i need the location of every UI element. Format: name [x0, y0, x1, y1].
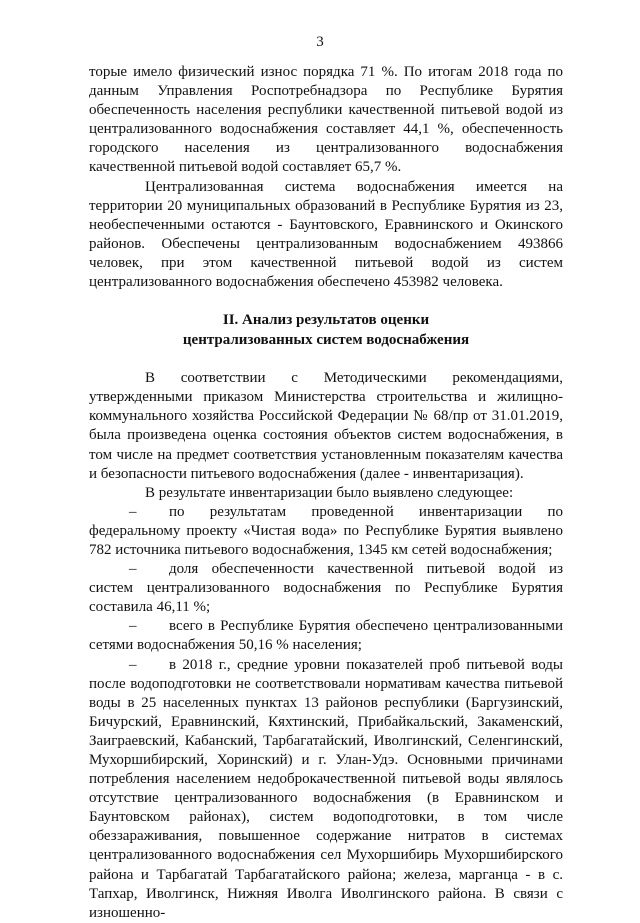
dash-marker: – [129, 561, 137, 578]
document-body [89, 63, 563, 923]
list-item-text: всего в Республике Бурятия обеспечено централизованными сетями водоснабжения 50,16 % населения; [89, 618, 563, 654]
paragraph-water-supply-coverage: Централизованная система водоснабжения имеется на территории 20 муниципальных образований в Республике Бурятия из 23, необеспеченными остаются - Баунтовского, Еравнинского и Окинского районов. Обеспечены централизованным водоснабжением 493866 человек, при этом качественной питьевой водой из систем централизованного водоснабжения обеспечено 453982 человека. [89, 178, 563, 291]
list-item-text: по результатам проведенной инвентаризации по федеральному проекту «Чистая вода» по Республике Бурятия выявлено 782 источника питьевого водоснабжения, 1345 км сетей водоснабжения; [89, 503, 563, 558]
dash-marker: – [129, 503, 137, 520]
section-heading-line-1: II. Анализ результатов оценки [222, 312, 430, 329]
paragraph-intro-continuation: торые имело физический износ порядка 71 %. По итогам 2018 года по данным Управления Роспотребнадзора по Республике Бурятия обеспеченность населения республики качественной питьевой водой из централизованного водоснабжения составляет 44,1 %, обеспеченность городского населения из централизованного водоснабжения качественной питьевой водой составляет 65,7 %. [89, 64, 563, 176]
spacer [89, 350, 563, 369]
list-item [89, 617, 563, 655]
paragraph-methodology: В соответствии с Методическими рекомендациями, утвержденными приказом Министерства строительства и жилищно-коммунального хозяйства Российской Федерации № 68/пр от 31.01.2019, была произведена оценка состояния объектов систем водоснабжения, в том числе на предмет соответствия установленным показателям качества и безопасности питьевого водоснабжения (далее - инвентаризация). [89, 370, 563, 482]
paragraph-inventory-intro: В результате инвентаризации было выявлено следующее: [145, 484, 514, 501]
list-item-text: в 2018 г., средние уровни показателей проб питьевой воды после водоподготовки не соответствовали нормативам качества питьевой воды в 25 населенных пунктах 13 районов республики (Баргузинский, Бичурский, Еравнинский, Кяхтинский, Прибайкальский, Закаменский, Заиграевский, Кабанский, Тарбагатайский, Иволгинский, Селенгинский, Мухоршибирский, Хоринский) и г. Улан-Удэ. Основными причинами потребления населением недоброкачественной питьевой воды являлось отсутствие централизованного водоснабжения (в Еравнинском и Баунтовском районах), систем водоподготовки, в том числе обеззараживания, повышенное содержание нитратов в системах централизованного водоснабжения сел Мухоршибирь Мухоршибирского района и Тарбагатай Тарбагатайского района; железа, марганца - в с. Тапхар, Иволгинск, Нижняя Иволга Иволгинского района. В связи с изношенно- [89, 656, 563, 921]
list-item [89, 503, 563, 560]
list-item [89, 560, 563, 617]
dash-marker: – [129, 656, 137, 673]
spacer [89, 292, 563, 311]
section-heading-line-2: централизованных систем водоснабжения [182, 331, 470, 348]
list-item-text: доля обеспеченности качественной питьевой водой из систем централизованного водоснабжения по Республике Бурятия составила 46,11 %; [89, 561, 563, 616]
dash-marker: – [129, 618, 137, 635]
list-item [89, 656, 563, 923]
page-number: 3 [316, 34, 324, 50]
